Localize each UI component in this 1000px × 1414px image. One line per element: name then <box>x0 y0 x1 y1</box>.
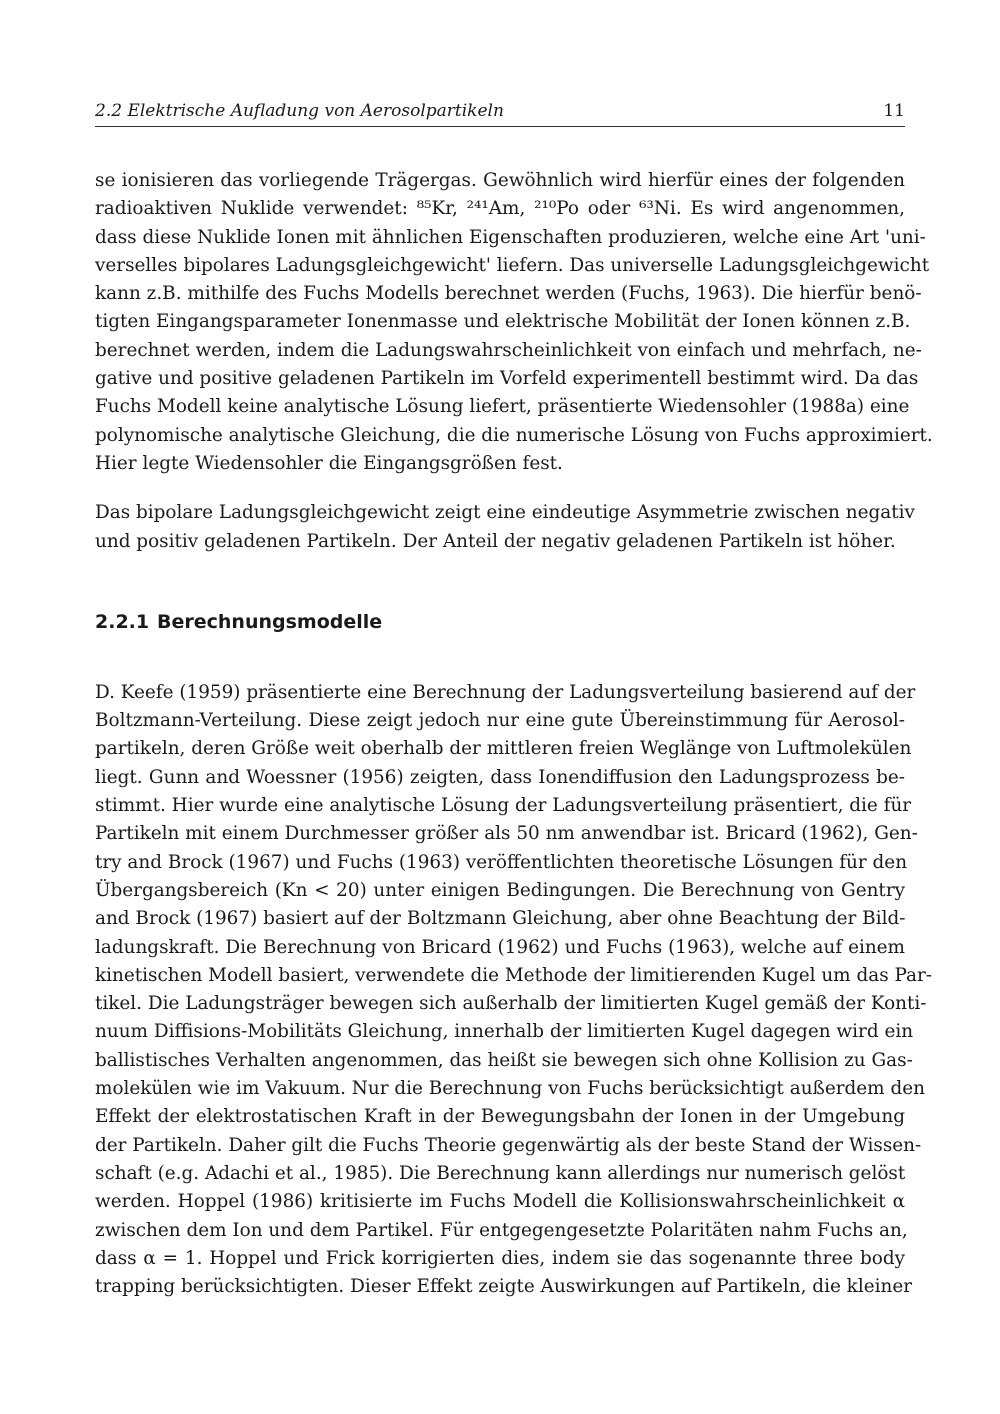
text-line: stimmt. Hier wurde eine analytische Lösung der Ladungsverteilung präsentiert, die für <box>95 795 912 817</box>
text-line: ladungskraft. Die Berechnung von Bricard (1962) und Fuchs (1963), welche auf einem <box>95 936 905 958</box>
text-line: werden. Hoppel (1986) kritisierte im Fuchs Modell die Kollisionswahrscheinlichkeit α <box>95 1191 905 1213</box>
text-line: dass diese Nuklide Ionen mit ähnlichen Eigenschaften produzieren, welche eine Art 'uni- <box>95 226 926 248</box>
section-number: 2.2.1 <box>95 610 150 633</box>
text-line: and Brock (1967) basiert auf der Boltzmann Gleichung, aber ohne Beachtung der Bild- <box>95 908 906 930</box>
text-line: tikel. Die Ladungsträger bewegen sich außerhalb der limitierten Kugel gemäß der Konti- <box>95 993 927 1015</box>
text-line: Effekt der elektrostatischen Kraft in der Bewegungsbahn der Ionen in der Umgebung <box>95 1106 905 1128</box>
paragraph-2 <box>95 499 915 556</box>
text-line: und positiv geladenen Partikeln. Der Anteil der negativ geladenen Partikeln ist höher. <box>95 530 896 552</box>
text-line: se ionisieren das vorliegende Trägergas. Gewöhnlich wird hierfür eines der folgenden <box>95 170 905 191</box>
page-content <box>95 167 933 1301</box>
text-line: nuum Diffisions-Mobilitäts Gleichung, innerhalb der limitierten Kugel dagegen wird ein <box>95 1021 914 1043</box>
paragraph-1 <box>95 167 933 478</box>
text-line: gative und positive geladenen Partikeln im Vorfeld experimentell bestimmt wird. Da das <box>95 368 919 390</box>
section-heading <box>95 609 905 635</box>
text-line: Hier legte Wiedensohler die Eingangsgrößen fest. <box>95 452 563 474</box>
text-line: Boltzmann-Verteilung. Diese zeigt jedoch nur eine gute Übereinstimmung für Aerosol- <box>95 710 905 732</box>
text-line: kinetischen Modell basiert, verwendete die Methode der limitierenden Kugel um das Par- <box>95 964 933 986</box>
text-line: schaft (e.g. Adachi et al., 1985). Die Berechnung kann allerdings nur numerisch gelöst <box>95 1162 906 1184</box>
text-line: liegt. Gunn and Woessner (1956) zeigten, dass Ionendiffusion den Ladungsprozess be- <box>95 766 905 788</box>
section-title: Berechnungsmodelle <box>157 610 383 633</box>
text-line: verselles bipolares Ladungsgleichgewicht' liefern. Das universelle Ladungsgleichgewicht <box>95 254 930 276</box>
text-line: der Partikeln. Daher gilt die Fuchs Theorie gegenwärtig als der beste Stand der Wissen- <box>95 1134 922 1156</box>
text-line: berechnet werden, indem die Ladungswahrscheinlichkeit von einfach und mehrfach, ne- <box>95 339 922 361</box>
text-line: Übergangsbereich (Kn < 20) unter einigen Bedingungen. Die Berechnung von Gentry <box>95 879 905 901</box>
text-line: polynomische analytische Gleichung, die die numerische Lösung von Fuchs approximiert. <box>95 424 933 446</box>
page-number: 11 <box>883 101 905 121</box>
text-line: D. Keefe (1959) präsentierte eine Berechnung der Ladungsverteilung basierend auf der <box>95 681 916 703</box>
text-line: try and Brock (1967) und Fuchs (1963) veröffentlichten theoretische Lösungen für den <box>95 851 908 873</box>
text-line: Fuchs Modell keine analytische Lösung liefert, präsentierte Wiedensohler (1988a) eine <box>95 396 910 418</box>
text-line: Das bipolare Ladungsgleichgewicht zeigt eine eindeutige Asymmetrie zwischen negativ <box>95 502 915 524</box>
text-line: kann z.B. mithilfe des Fuchs Modells berechnet werden (Fuchs, 1963). Die hierfür benö- <box>95 283 922 305</box>
paragraph-3 <box>95 679 933 1302</box>
text-line: zwischen dem Ion und dem Partikel. Für entgegengesetzte Polaritäten nahm Fuchs an, <box>95 1219 908 1241</box>
running-header <box>95 100 905 127</box>
text-line: Partikeln mit einem Durchmesser größer als 50 nm anwendbar ist. Bricard (1962), Gen- <box>95 823 918 845</box>
text-line: trapping berücksichtigten. Dieser Effekt zeigte Auswirkungen auf Partikeln, die kleiner <box>95 1276 912 1298</box>
text-line: dass α = 1. Hoppel und Frick korrigierten dies, indem sie das sogenannte three body <box>95 1247 905 1269</box>
text-line: partikeln, deren Größe weit oberhalb der mittleren freien Weglänge von Luftmolekülen <box>95 738 912 760</box>
header-title: 2.2 Elektrische Aufladung von Aerosolpartikeln <box>95 101 504 121</box>
text-line: tigten Eingangsparameter Ionenmasse und elektrische Mobilität der Ionen können z.B. <box>95 311 911 333</box>
text-line: ballistisches Verhalten angenommen, das heißt sie bewegen sich ohne Kollision zu Gas- <box>95 1049 913 1071</box>
text-line: molekülen wie im Vakuum. Nur die Berechnung von Fuchs berücksichtigt außerdem den <box>95 1078 925 1100</box>
text-line: radioaktiven Nuklide verwendet: ⁸⁵Kr, ²⁴¹Am, ²¹⁰Po oder ⁶³Ni. Es wird angenommen, <box>95 198 905 220</box>
